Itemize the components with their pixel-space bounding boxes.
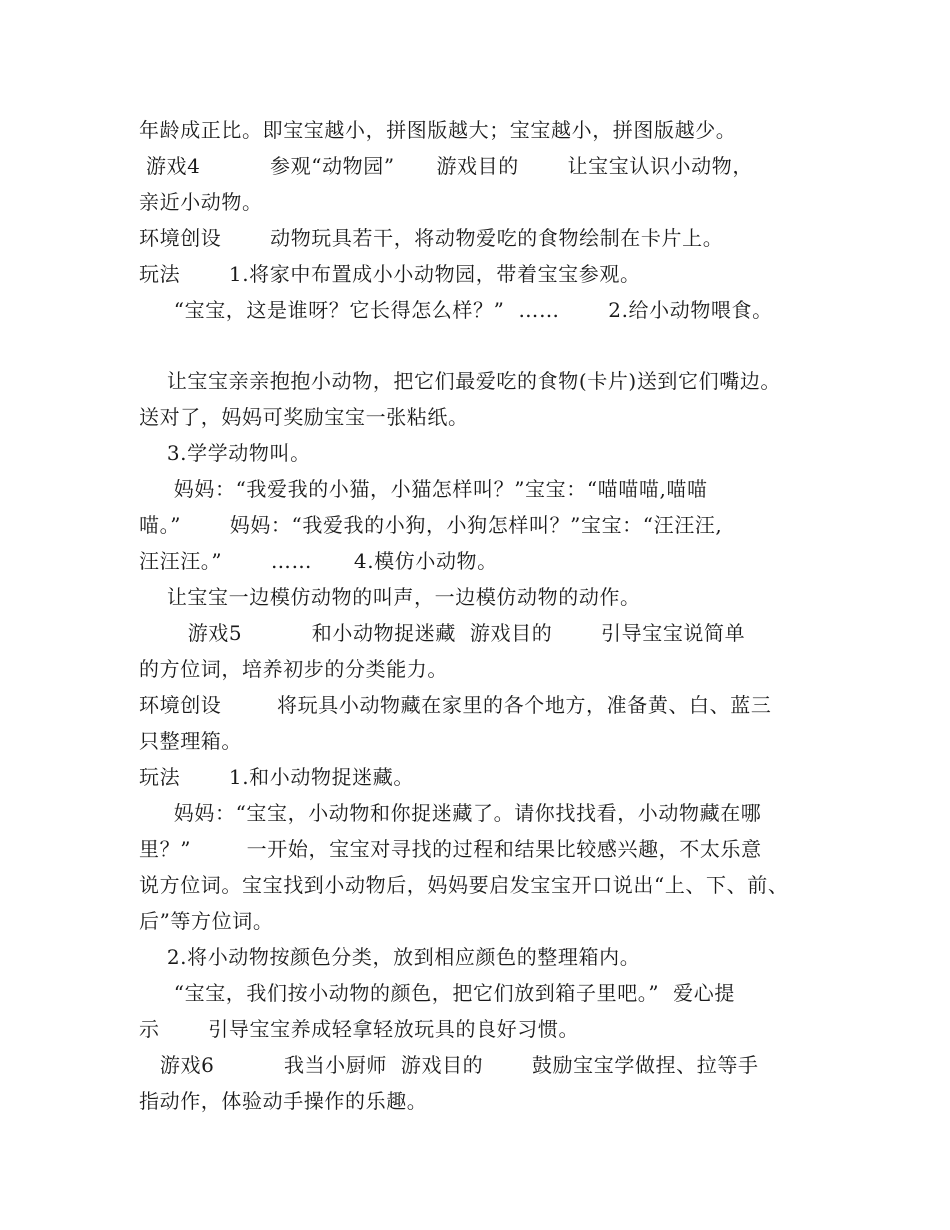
text-line: 游戏6 我当小厨师 游戏目的 鼓励宝宝学做捏、拉等手 [139,1053,759,1077]
text-line: 玩法 1.和小动物捉迷藏。 [139,765,414,789]
text-line: 妈妈：“我爱我的小猫，小猫怎样叫？”宝宝：“喵喵喵,喵喵 [139,477,708,501]
text-line: 里？” 一开始，宝宝对寻找的过程和结果比较感兴趣，不太乐意 [139,837,762,861]
text-line: “宝宝，我们按小动物的颜色，把它们放到箱子里吧。” 爱心提 [139,981,735,1005]
text-line: 指动作，体验动手操作的乐趣。 [139,1089,428,1113]
text-line: 喵。” 妈妈：“我爱我的小狗，小狗怎样叫？”宝宝：“汪汪汪, [139,513,723,537]
text-line: 2.将小动物按颜色分类，放到相应颜色的整理箱内。 [139,945,641,969]
text-line: 年龄成正比。即宝宝越小，拼图版越大；宝宝越小，拼图版越少。 [139,118,737,142]
text-line: 玩法 1.将家中布置成小小动物园，带着宝宝参观。 [139,262,641,286]
text-line: 说方位词。宝宝找到小动物后，妈妈要启发宝宝开口说出“上、下、前、 [139,873,789,897]
text-line: 汪汪汪。” …… 4.模仿小动物。 [139,549,498,573]
text-line: 游戏4 参观“动物园” 游戏目的 让宝宝认识小动物， [139,154,753,178]
text-line: 后”等方位词。 [139,909,274,933]
text-line: 亲近小动物。 [139,190,263,214]
text-line: 只整理箱。 [139,729,242,753]
text-line: 让宝宝亲亲抱抱小动物，把它们最爱吃的食物(卡片)送到它们嘴边。 [139,369,782,393]
text-line: 环境创设 将玩具小动物藏在家里的各个地方，准备黄、白、蓝三 [139,693,772,717]
text-line: 的方位词，培养初步的分类能力。 [139,657,448,681]
text-line: 示 引导宝宝养成轻拿轻放玩具的良好习惯。 [139,1017,580,1041]
text-line: 环境创设 动物玩具若干，将动物爱吃的食物绘制在卡片上。 [139,226,724,250]
text-line: 送对了，妈妈可奖励宝宝一张粘纸。 [139,405,469,429]
text-line: 让宝宝一边模仿动物的叫声，一边模仿动物的动作。 [139,585,641,609]
text-line: 妈妈：“宝宝，小动物和你捉迷藏了。请你找找看，小动物藏在哪 [139,801,762,825]
text-line: 3.学学动物叫。 [139,441,311,465]
text-line: “宝宝，这是谁呀？它长得怎么样？” …… 2.给小动物喂食。 [139,298,773,322]
text-line: 游戏5 和小动物捉迷藏 游戏目的 引导宝宝说简单 [139,621,746,645]
